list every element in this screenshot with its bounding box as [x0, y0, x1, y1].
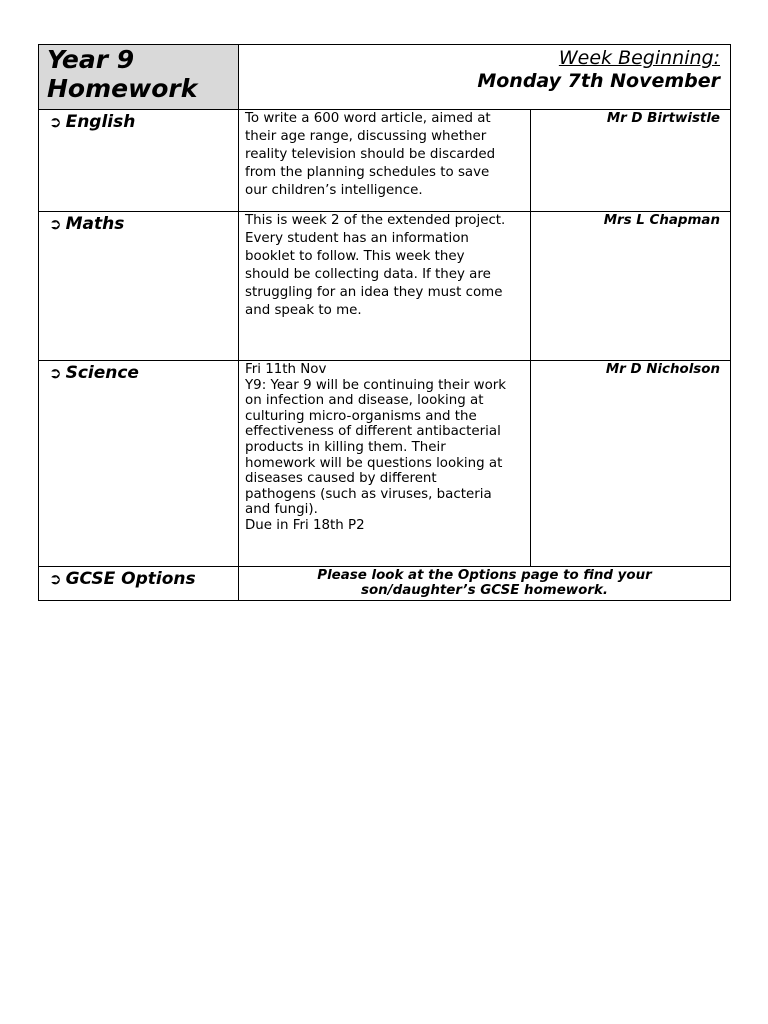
subject-row-gcse-options [39, 567, 731, 601]
teacher-maths: Mrs L Chapman [531, 212, 731, 361]
description-line: diseases caused by different [245, 471, 437, 487]
description-line: To write a 600 word article, aimed at [245, 111, 491, 126]
description-english [239, 110, 531, 212]
teacher-science: Mr D Nicholson [531, 361, 731, 567]
week-beginning [239, 45, 731, 110]
description-line: Due in Fri 18th P2 [245, 517, 365, 533]
subject-cell-science [39, 361, 239, 567]
description-line: homework will be questions looking at [245, 455, 503, 471]
gcse-note-line-1: Please look at the Options page to find your [317, 568, 652, 583]
week-label: Week Beginning: [558, 47, 720, 69]
page-title [39, 45, 239, 110]
description-line: Fri 11th Nov [245, 362, 327, 377]
homework-table [38, 44, 731, 601]
arrow-right-icon: ➲ [49, 113, 62, 131]
description-line: booklet to follow. This week they [245, 249, 465, 264]
title-line-1: Year 9 [47, 45, 135, 74]
gcse-options-note [239, 567, 731, 601]
subject-row-maths [39, 212, 731, 361]
description-line: should be collecting data. If they are [245, 267, 491, 282]
subject-label: Maths [65, 214, 125, 234]
title-line-2: Homework [47, 74, 198, 103]
teacher-english: Mr D Birtwistle [531, 110, 731, 212]
description-line: and fungi). [245, 502, 318, 518]
description-line: their age range, discussing whether [245, 129, 487, 144]
description-line: our children’s intelligence. [245, 183, 423, 198]
description-line: culturing micro-organisms and the [245, 408, 477, 424]
subject-label: GCSE Options [65, 569, 196, 589]
subject-row-english [39, 110, 731, 212]
gcse-note-line-2: son/daughter’s GCSE homework. [361, 583, 608, 598]
description-line: struggling for an idea they must come [245, 285, 503, 300]
description-line: Every student has an information [245, 231, 469, 246]
description-line: and speak to me. [245, 303, 362, 318]
subject-cell-maths [39, 212, 239, 361]
description-science [239, 361, 531, 567]
description-line: effectiveness of different antibacterial [245, 424, 501, 440]
description-line: reality television should be discarded [245, 147, 496, 162]
description-line: pathogens (such as viruses, bacteria [245, 486, 492, 502]
subject-cell-english [39, 110, 239, 212]
subject-label: English [65, 112, 136, 132]
arrow-right-icon: ➲ [49, 364, 62, 382]
description-line: products in killing them. Their [245, 439, 446, 455]
header-row [39, 45, 731, 110]
description-line: from the planning schedules to save [245, 165, 490, 180]
description-line: on infection and disease, looking at [245, 393, 484, 409]
arrow-right-icon: ➲ [49, 215, 62, 233]
arrow-right-icon: ➲ [49, 570, 62, 588]
week-date: Monday 7th November [477, 70, 720, 92]
description-maths [239, 212, 531, 361]
subject-cell-gcse-options [39, 567, 239, 601]
subject-row-science [39, 361, 731, 567]
description-line: Y9: Year 9 will be continuing their work [245, 377, 507, 393]
description-line: This is week 2 of the extended project. [245, 213, 506, 228]
subject-label: Science [65, 363, 139, 383]
